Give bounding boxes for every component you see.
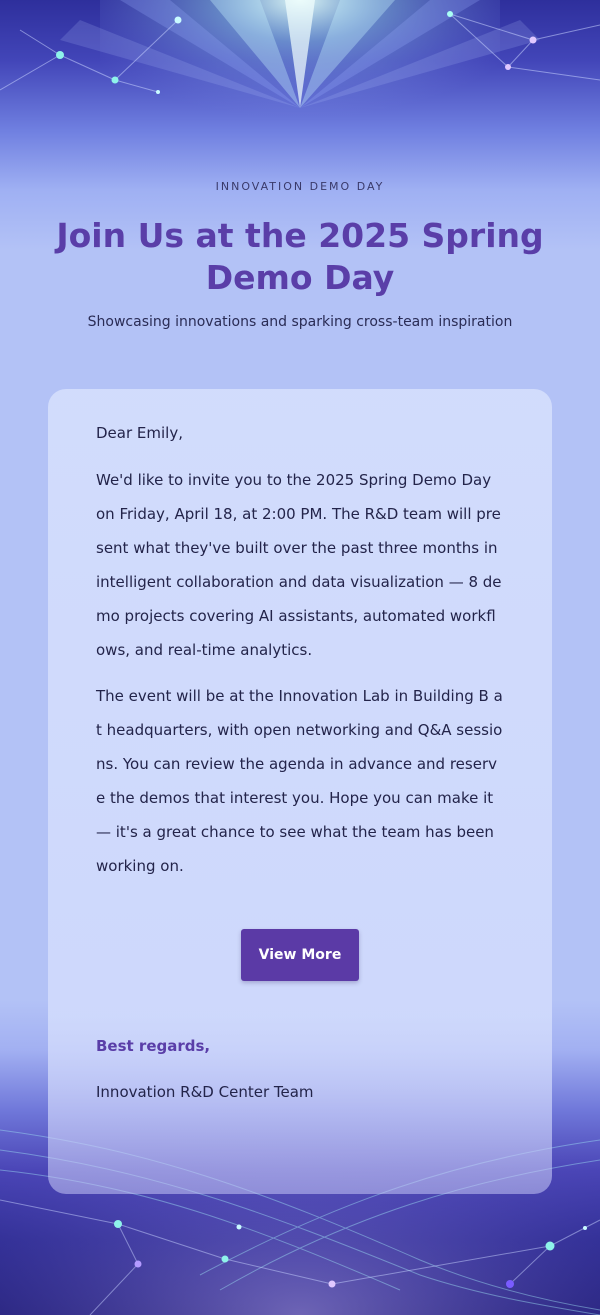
paragraph-location: The event will be at the Innovation Lab in Building B at headquarters, with open networking and Q&A sessions. You can review the agenda in advance and reserve the demos that interest you. Hope you can make it — it's a great chance to see what the team has been working on. bbox=[96, 687, 503, 875]
cta-container bbox=[241, 929, 359, 981]
invitation-card bbox=[48, 389, 552, 1194]
view-more-button[interactable]: View More bbox=[241, 929, 359, 981]
eyebrow-label: INNOVATION DEMO DAY bbox=[215, 180, 385, 193]
paragraph-invitation: We'd like to invite you to the 2025 Spring Demo Day on Friday, April 18, at 2:00 PM. The R&D team will present what they've built over the past three months in intelligent collaboration and data visualization — 8 demo projects covering AI assistants, automated workflows, and real-time analytics. bbox=[96, 471, 502, 659]
letter-body bbox=[96, 421, 504, 895]
signature: Innovation R&D Center Team bbox=[96, 1083, 314, 1101]
signoff: Best regards, bbox=[96, 1037, 211, 1055]
page-title: Join Us at the 2025 Spring Demo Day bbox=[56, 216, 544, 297]
page-subtitle: Showcasing innovations and sparking cross-team inspiration bbox=[87, 314, 513, 330]
greeting: Dear Emily, bbox=[96, 424, 183, 442]
